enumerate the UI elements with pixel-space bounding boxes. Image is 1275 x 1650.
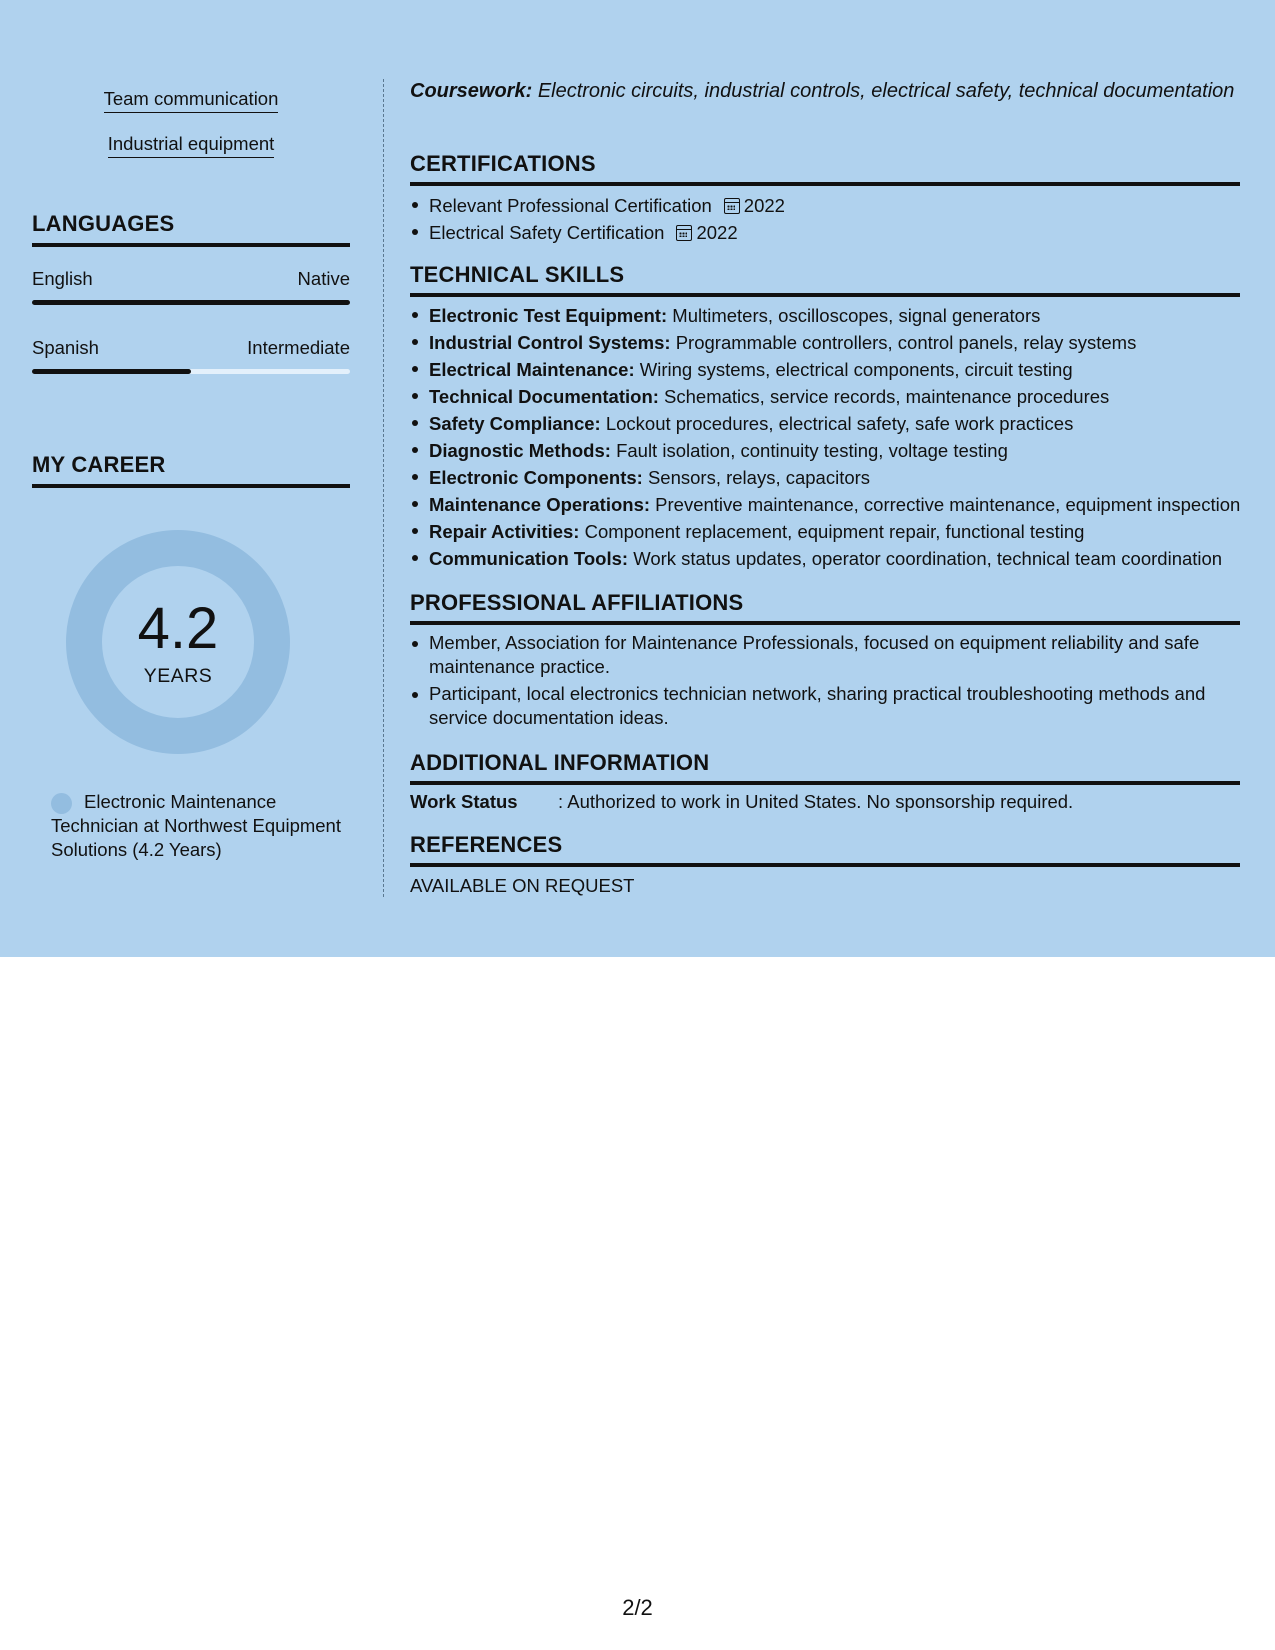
languages-heading: LANGUAGES [32, 211, 350, 247]
skill-text: Programmable controllers, control panels, relay systems [675, 332, 1137, 353]
technical-skill-item [410, 302, 1240, 329]
language-name: Spanish [32, 337, 99, 358]
skill-label: Communication Tools: [429, 548, 629, 569]
technical-skills-list [410, 302, 1240, 572]
technical-skill-item [410, 383, 1240, 410]
skill-label: Electrical Maintenance: [429, 359, 635, 380]
technical-skill-item [410, 518, 1240, 545]
skill-label: Electronic Test Equipment: [429, 305, 668, 326]
language-proficiency-bar [32, 300, 350, 305]
skill-text: Work status updates, operator coordination, technical team coordination [633, 548, 1223, 569]
career-years-label: YEARS [143, 665, 213, 687]
skill-label: Electronic Components: [429, 467, 643, 488]
skill-label: Repair Activities: [429, 521, 580, 542]
column-divider [383, 79, 384, 897]
affiliations-list [410, 631, 1240, 733]
calendar-icon [724, 198, 740, 214]
skill-text: Wiring systems, electrical components, circuit testing [639, 359, 1073, 380]
certification-name: Relevant Professional Certification [429, 195, 712, 216]
coursework-label: Coursework: [410, 80, 533, 102]
language-proficiency-fill [32, 369, 191, 374]
affiliation-item: Participant, local electronics technician network, sharing practical troubleshooting methods and service documentation ideas. [410, 682, 1240, 730]
skill-label: Safety Compliance: [429, 413, 601, 434]
technical-skill-item [410, 491, 1240, 518]
skill-text: Preventive maintenance, corrective maintenance, equipment inspection [655, 494, 1241, 515]
technical-skill-item [410, 464, 1240, 491]
skill-tag [32, 133, 350, 158]
certification-year: 2022 [696, 222, 738, 243]
skill-tag [32, 88, 350, 113]
skill-text: Fault isolation, continuity testing, voltage testing [616, 440, 1008, 461]
skill-tag-label: Team communication [104, 88, 279, 113]
skill-label: Maintenance Operations: [429, 494, 651, 515]
affiliation-item: Member, Association for Maintenance Professionals, focused on equipment reliability and safe maintenance practice. [410, 631, 1240, 679]
career-total-years: 4.2 [137, 596, 219, 661]
references-heading: REFERENCES [410, 832, 1240, 867]
references-text: AVAILABLE ON REQUEST [410, 875, 635, 896]
technical-skill-item [410, 356, 1240, 383]
skill-text: Multimeters, oscilloscopes, signal generators [672, 305, 1041, 326]
technical-skills-heading: TECHNICAL SKILLS [410, 262, 1240, 297]
skill-tag-label: Industrial equipment [108, 133, 275, 158]
technical-skill-item [410, 545, 1240, 572]
language-proficiency-fill [32, 300, 350, 305]
career-legend-entry: Electronic Maintenance Technician at Northwest Equipment Solutions (4.2 Years) [51, 791, 341, 860]
skill-text: Component replacement, equipment repair, functional testing [584, 521, 1085, 542]
coursework [410, 79, 1240, 103]
certification-year: 2022 [743, 195, 785, 216]
affiliations-heading: PROFESSIONAL AFFILIATIONS [410, 590, 1240, 625]
technical-skill-item [410, 410, 1240, 437]
skill-label: Diagnostic Methods: [429, 440, 611, 461]
additional-info-heading: ADDITIONAL INFORMATION [410, 750, 1240, 785]
language-level: Native [297, 268, 350, 289]
skill-text: Schematics, service records, maintenance procedures [664, 386, 1110, 407]
certification-item [410, 219, 1240, 246]
skill-label: Industrial Control Systems: [429, 332, 671, 353]
language-proficiency-bar [32, 369, 350, 374]
coursework-text: Electronic circuits, industrial controls, electrical safety, technical documentation [537, 80, 1235, 102]
technical-skill-item [410, 437, 1240, 464]
certifications-heading: CERTIFICATIONS [410, 151, 1240, 186]
skill-text: Lockout procedures, electrical safety, safe work practices [605, 413, 1074, 434]
language-level: Intermediate [247, 337, 350, 358]
certification-item [410, 192, 1240, 219]
skill-text: Sensors, relays, capacitors [647, 467, 871, 488]
skill-label: Technical Documentation: [429, 386, 659, 407]
page-number: 2/2 [622, 1595, 653, 1620]
certification-name: Electrical Safety Certification [429, 222, 665, 243]
work-status-label: Work Status [410, 791, 518, 812]
technical-skill-item [410, 329, 1240, 356]
career-heading: MY CAREER [32, 452, 350, 488]
certifications-list [410, 192, 1240, 246]
language-name: English [32, 268, 93, 289]
calendar-icon [676, 225, 692, 241]
work-status-value: : Authorized to work in United States. No sponsorship required. [558, 791, 1074, 812]
